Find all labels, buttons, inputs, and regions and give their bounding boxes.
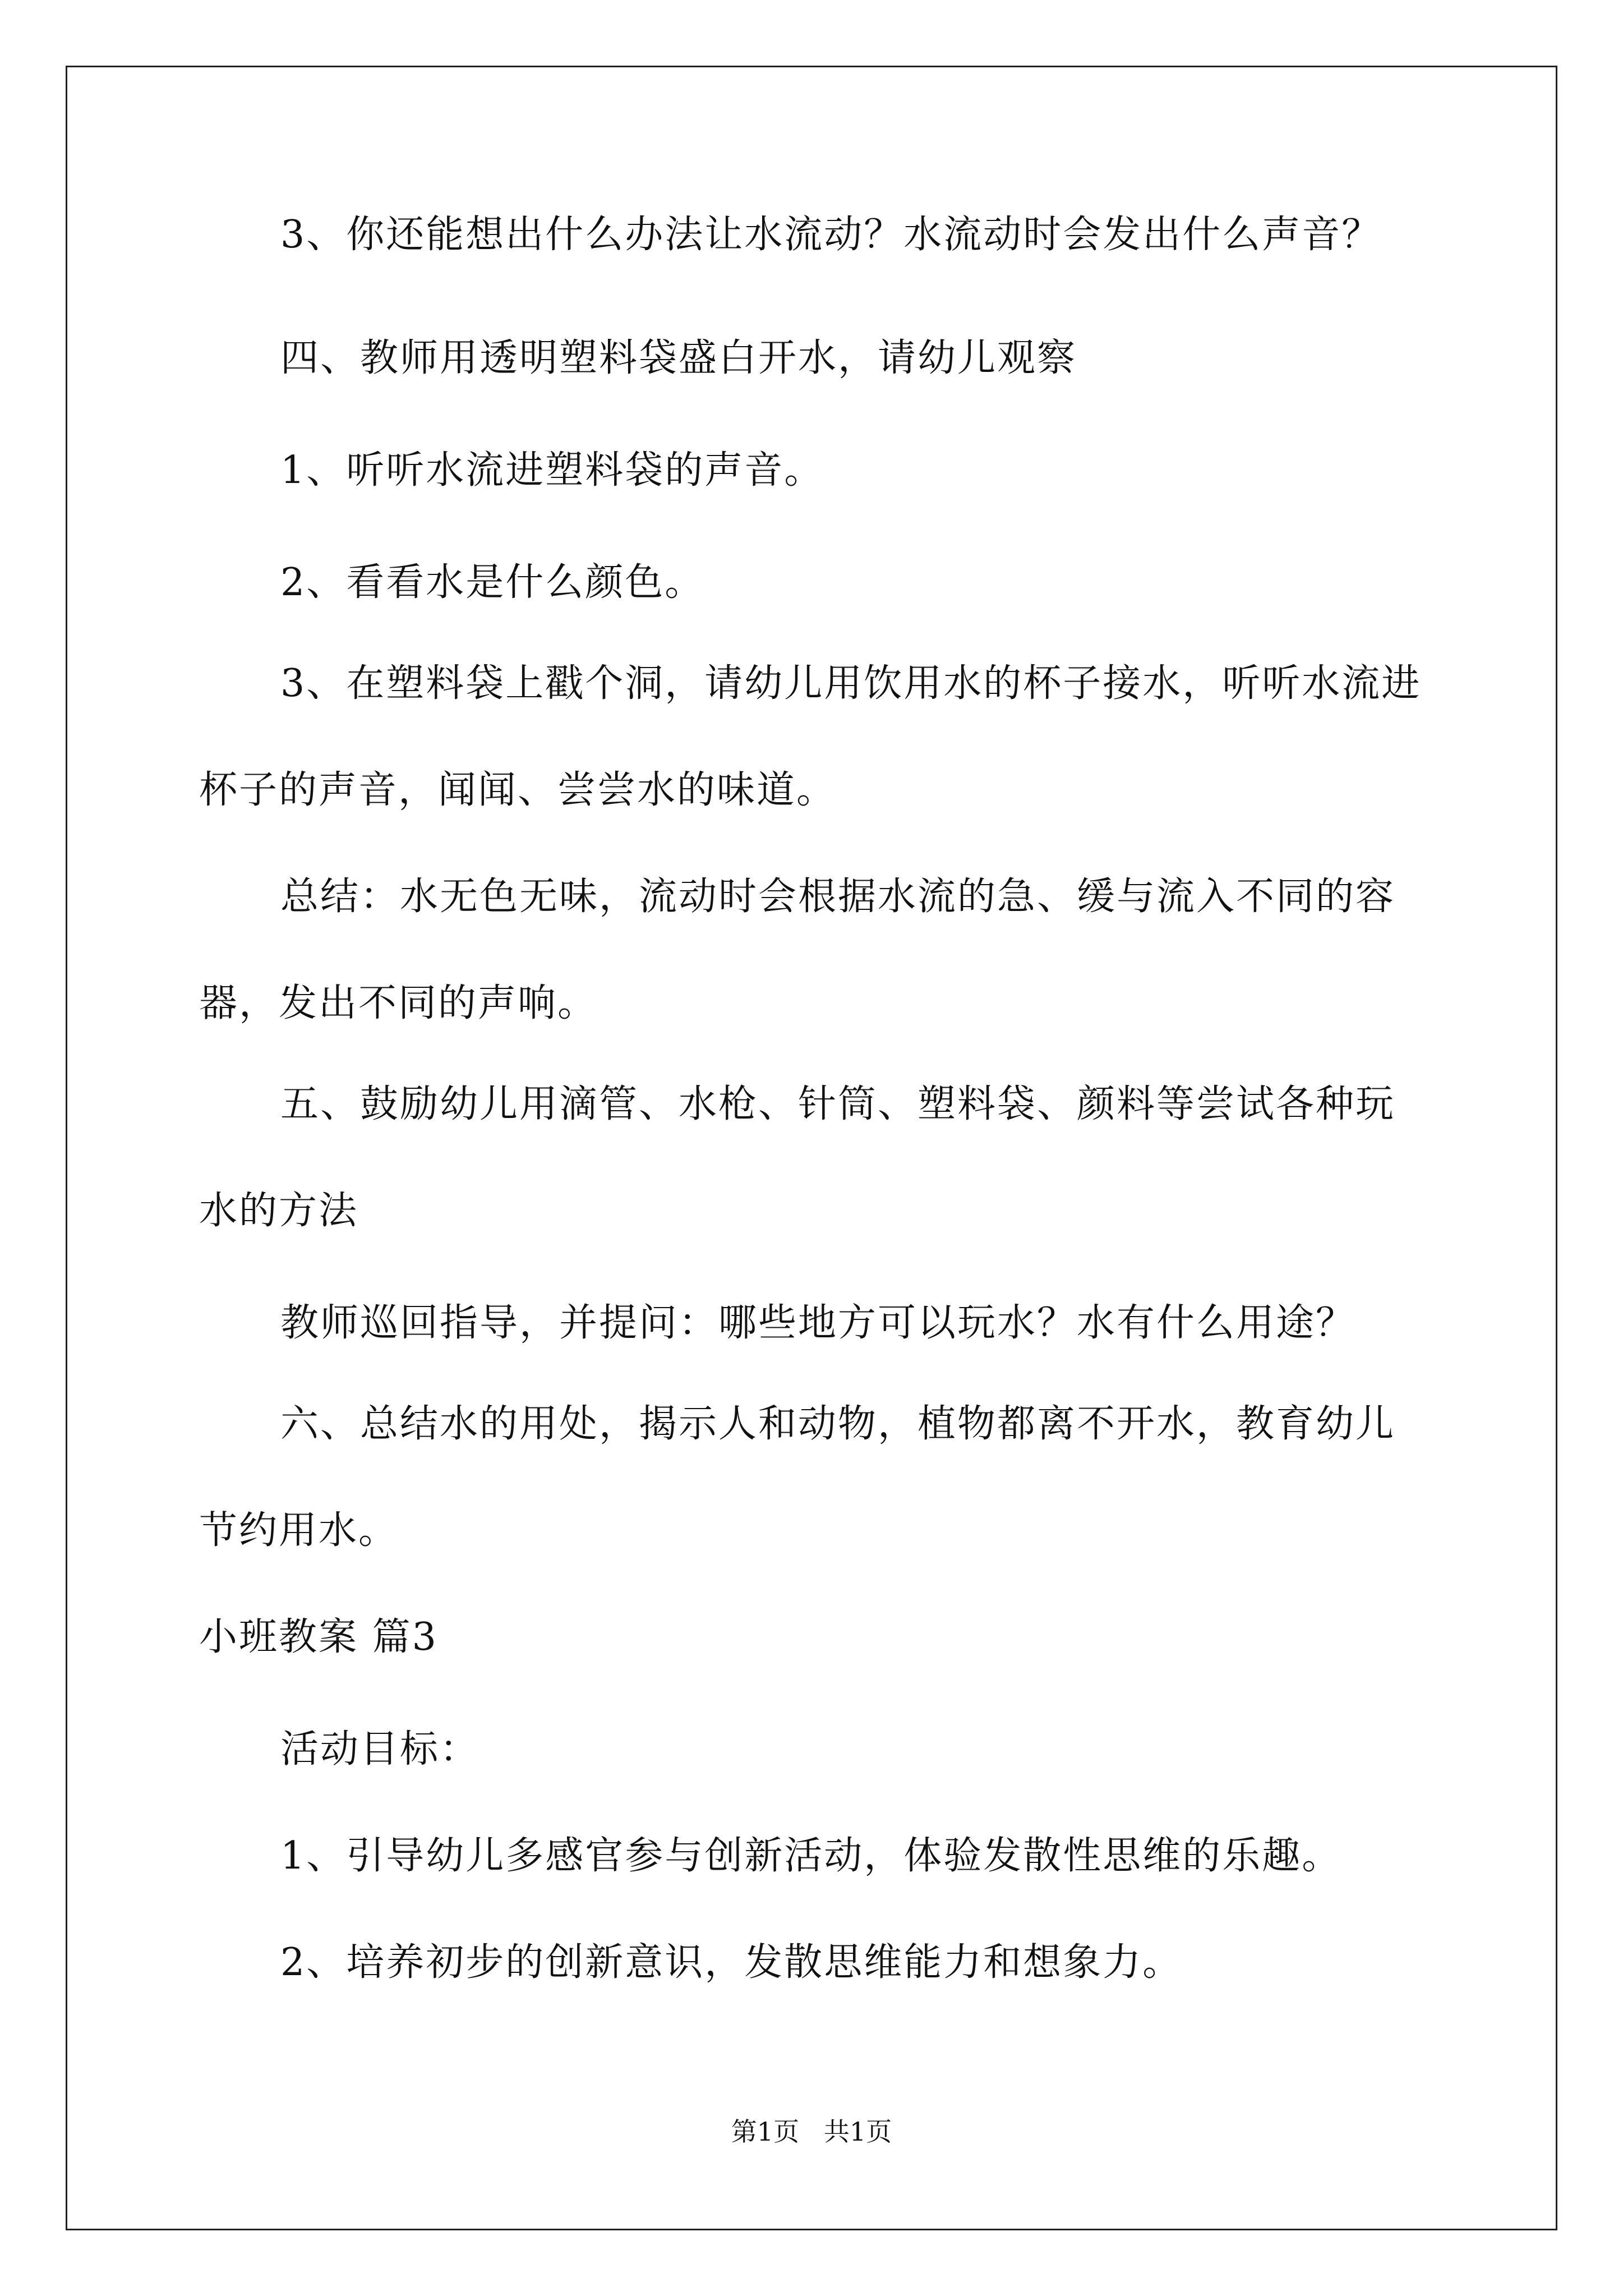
text-line: 1、听听水流进塑料袋的声音。	[280, 448, 824, 493]
text-line: 活动目标：	[280, 1727, 480, 1772]
text-line: 教师巡回指导，并提问：哪些地方可以玩水？水有什么用途？	[280, 1301, 1356, 1345]
text-line: 四、教师用透明塑料袋盛白开水，请幼儿观察	[280, 336, 1077, 380]
text-line: 2、看看水是什么颜色。	[280, 560, 705, 605]
text-line: 总结：水无色无味，流动时会根据水流的急、缓与流入不同的容	[280, 875, 1396, 919]
text-line: 水的方法	[199, 1189, 359, 1233]
text-line: 五、鼓励幼儿用滴管、水枪、针筒、塑料袋、颜料等尝试各种玩	[280, 1082, 1396, 1126]
text-line: 2、培养初步的创新意识，发散思维能力和想象力。	[280, 1940, 1183, 1985]
text-line: 六、总结水的用处，揭示人和动物，植物都离不开水，教育幼儿	[280, 1402, 1396, 1446]
page-footer: 第1页 共1页	[731, 2116, 892, 2147]
text-line: 节约用水。	[199, 1508, 399, 1553]
text-line: 器，发出不同的声响。	[199, 981, 598, 1025]
text-line: 3、你还能想出什么办法让水流动？水流动时会发出什么声音？	[280, 213, 1382, 257]
text-line: 1、引导幼儿多感官参与创新活动，体验发散性思维的乐趣。	[280, 1834, 1342, 1878]
text-line: 杯子的声音，闻闻、尝尝水的味道。	[199, 768, 837, 812]
section-heading: 小班教案 篇3	[199, 1615, 438, 1659]
text-line: 3、在塑料袋上戳个洞，请幼儿用饮用水的杯子接水，听听水流进	[280, 661, 1422, 706]
page-border	[66, 66, 1557, 2230]
